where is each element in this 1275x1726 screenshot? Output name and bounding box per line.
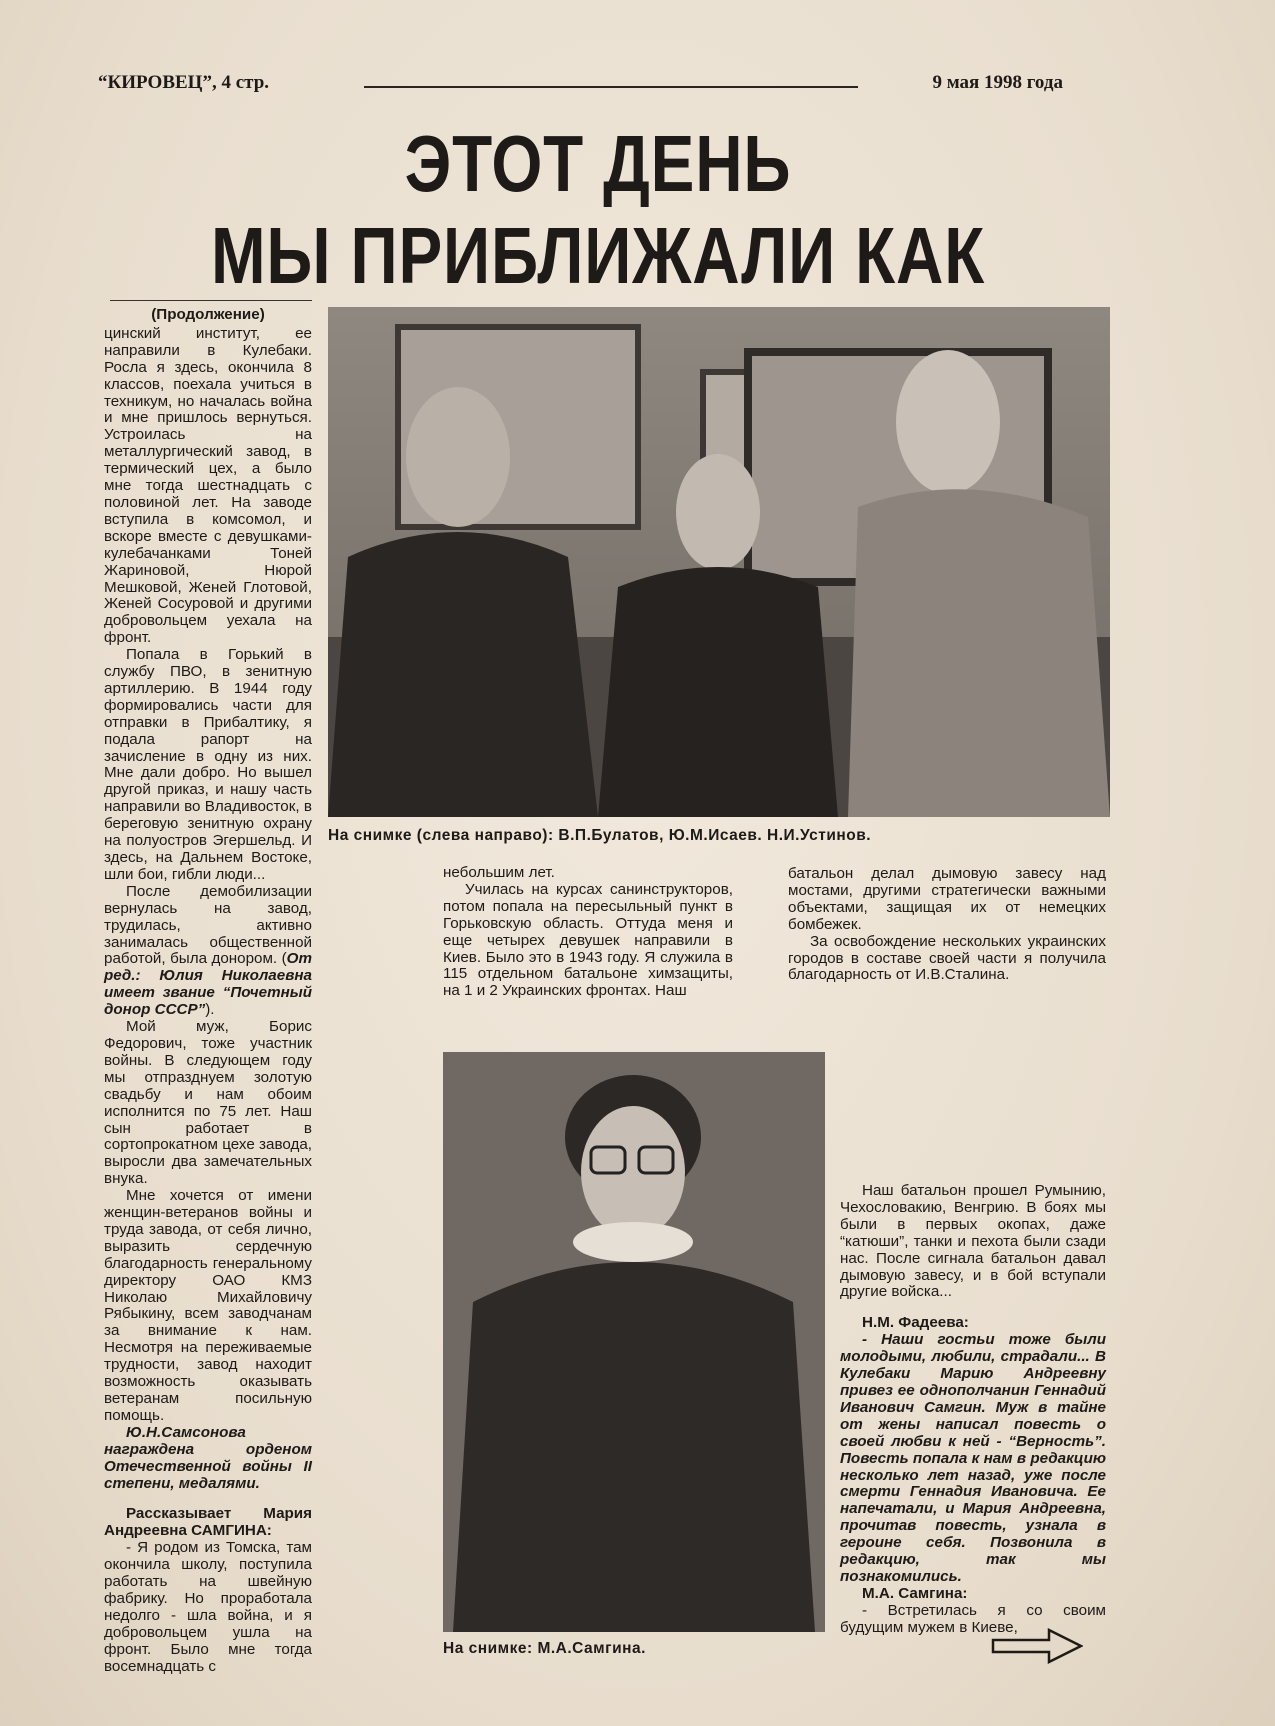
portrait-photo-image [443,1052,825,1632]
paragraph: небольшим лет. [443,864,555,881]
portrait-photo [443,1052,825,1632]
group-photo-caption: На снимке (слева направо): В.П.Булатов, Ю.М.Исаев. Н.И.Устинов. [328,827,872,844]
newspaper-name: “КИРОВЕЦ”, 4 стр. [98,72,270,93]
article-column-1 [104,300,312,1676]
paragraph: Мне хочется от имени женщин-ветеранов войны и труда завода, от себя лично, выразить сердечную благодарность генеральному директору ОАО КМЗ Николаю Михайловичу Рябыкину, всем заводчанам за внимание к нам. Несмотря на переживаемые трудности, завод находит возможность оказывать ветеранам посильную помощь. [104,1187,312,1424]
group-photo-image [328,307,1110,817]
editor-note: Юлия Николаевна имеет звание “Почетный донор СССР” [104,967,312,1019]
paragraph: Училась на курсах санинструкторов, потом попала на пересыльный пункт в Горьковскую область. Оттуда меня и еще четырех девушек направили в Киев. Было это в 1943 году. Я служила в 115 отдельном батальоне химзащиты, на 1 и 2 Украинских фронтах. Наш [443,880,733,1000]
continued-rule [110,300,312,301]
paragraph: батальон делал дымовую завесу над мостами, другими стратегически важными объектами, защищая их от немецких бомбежек. [788,865,1106,933]
continued-label: (Продолжение) [151,306,265,323]
speaker-intro: Рассказывает Мария Андреевна САМГИНА: [104,1505,312,1540]
paragraph: За освобождение нескольких украинских городов в составе своей части я получила благодарность от И.В.Сталина. [788,932,1106,984]
arrow-right-icon [991,1628,1083,1664]
paragraph: - Встретилась я со своим будущим мужем в Киеве, [840,1601,1106,1636]
headline-line-2: МЫ ПРИБЛИЖАЛИ КАК [210,211,986,300]
headline-line-1: ЭТОТ ДЕНЬ [404,119,792,208]
page-header [98,72,1063,102]
paragraph: Попала в Горький в службу ПВО, в зенитную артиллерию. В 1944 году формировались части для отправки в Прибалтику, я подала рапорт на зачисление в одну из них. Мне дали добро. Но вышел другой приказ, и нашу часть направили во Владивосток, в береговую зенитную охрану на полуостров Эгершельд. И здесь, на Дальнем Востоке, шли бои, гибли люди... [104,646,312,883]
issue-date: 9 мая 1998 года [932,72,1063,93]
paragraph: Наш батальон прошел Румынию, Чехословакию, Венгрию. В боях мы были в первых окопах, даже “катюши”, танки и пехота были сзади нас. После сигнала батальон давал дымовую завесу, и в бой вступали другие войска... [840,1182,1106,1301]
editor-note-label: От ред.: [104,950,312,985]
header-rule [364,86,858,88]
article-column-2 [443,865,733,1000]
article-column-3 [788,866,1106,984]
paragraph [104,884,312,1019]
speaker-fadeeva: Н.М. Фадеева: [862,1314,969,1332]
article-column-3-continued [840,1183,1106,1637]
paragraph-text: После демобилизации вернулась на завод, трудилась, активно занималась общественной работой, была донором. ( [104,882,312,968]
paragraph: - Я родом из Томска, там окончила школу, поступила работать на швейную фабрику. Но проработала недолго - шла война, и я добровольцем ушла на фронт. Было мне тогда восемнадцать с [104,1539,312,1675]
award-note: Ю.Н.Самсонова награждена орденом Отечественной войны II степени, медалями. [104,1423,312,1492]
paragraph-fadeeva: - Наши гостьи тоже были молодыми, любили, страдали... В Кулебаки Марию Андреевну привез ее однополчанин Геннадий Иванович Самгин. Муж в тайне от жены написал повесть о своей любви к ней - “Верность”. Повесть попала к нам в редакцию несколько лет назад, уже после смерти Геннадия Ивановича. Ее напечатали, и Мария Андреевна, прочитав повесть, узнала в героине себя. Позвонила в редакцию, так мы познакомились. [840,1331,1106,1585]
paragraph: Мой муж, Борис Федорович, тоже участник войны. В следующем году мы отпразднуем золотую свадьбу и нам обоим исполнится по 75 лет. Наш сын работает в сортопрокатном цехе завода, выросли два замечательных внука. [104,1018,312,1188]
paragraph: цинский институт, ее направили в Кулебаки. Росла я здесь, окончила 8 классов, поехала учиться в техникум, но началась война и мне пришлось вернуться. Устроилась на металлургический завод, в термический цех, а было мне тогда шестнадцать с половиной лет. На заводе вступила в комсомол, и вскоре вместе с девушками-кулебачанками Тоней Жариновой, Нюрой Мешковой, Женей Глотовой, Женей Сосуровой и другими добровольцем уехала на фронт. [104,324,312,647]
paragraph-text: ). [205,1001,215,1019]
group-photo [328,307,1110,817]
speaker-samgina: М.А. Самгина: [862,1584,968,1602]
portrait-caption: На снимке: М.А.Самгина. [443,1640,646,1657]
